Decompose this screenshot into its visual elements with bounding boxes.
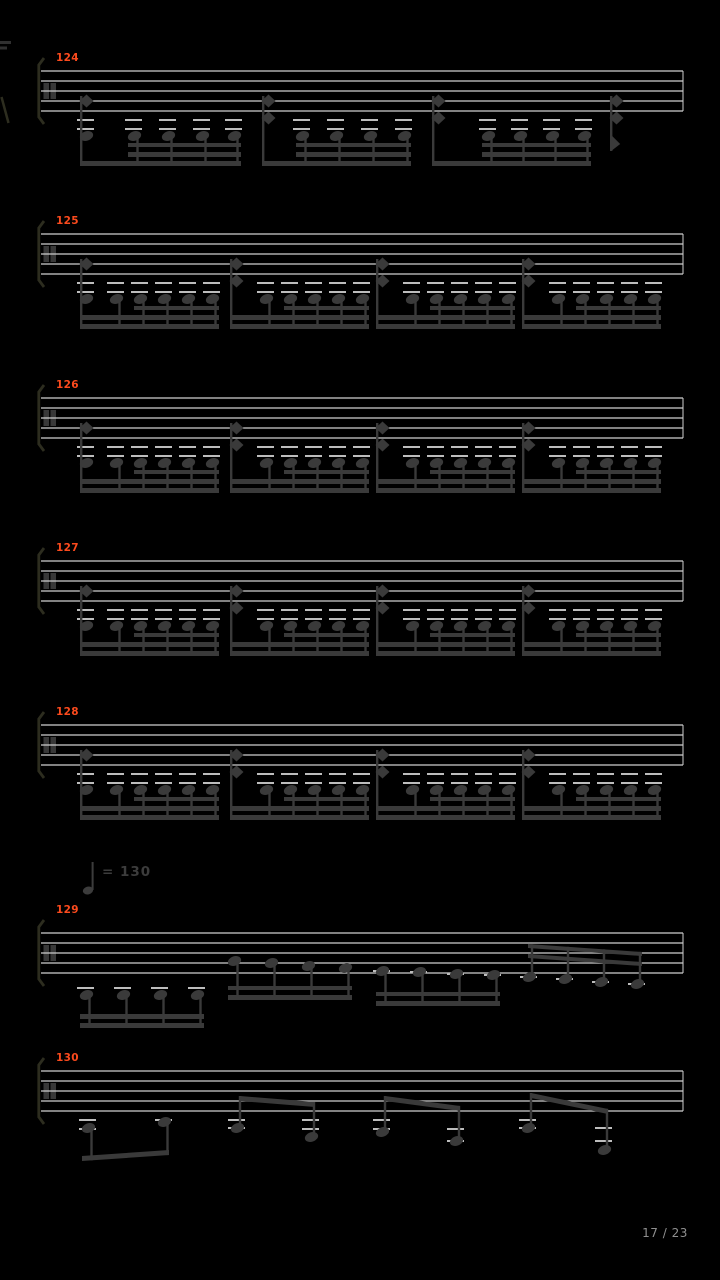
beam — [134, 470, 219, 474]
beam — [228, 995, 352, 1000]
beam — [376, 488, 515, 493]
page-indicator: 17 / 23 — [642, 1226, 688, 1240]
beam — [284, 470, 369, 474]
beam — [230, 324, 369, 329]
beam — [230, 479, 369, 484]
beam — [376, 1001, 500, 1006]
system-127 — [39, 548, 683, 656]
beam — [128, 152, 241, 157]
beam — [522, 315, 661, 320]
measure-number-130: 130 — [56, 1052, 79, 1064]
measure-number-127: 127 — [56, 542, 79, 554]
tempo-value: = 130 — [102, 864, 152, 880]
beam — [432, 161, 591, 166]
system-126 — [39, 385, 683, 493]
beam — [80, 324, 219, 329]
edge-artifact — [2, 97, 9, 123]
beam — [284, 797, 369, 801]
quarter-note-icon — [80, 856, 98, 898]
edge-artifact — [0, 41, 11, 44]
beam — [296, 152, 411, 157]
beam — [376, 315, 515, 320]
measure-number-128: 128 — [56, 706, 79, 718]
beam — [80, 1023, 204, 1028]
beam — [528, 954, 642, 966]
beam — [430, 470, 515, 474]
beam — [376, 815, 515, 820]
beam — [430, 306, 515, 310]
system-129 — [39, 920, 683, 1028]
beam — [522, 806, 661, 811]
beam — [296, 143, 411, 147]
beam — [376, 479, 515, 484]
beam — [430, 633, 515, 637]
beam — [576, 470, 661, 474]
beam — [376, 642, 515, 647]
beam — [528, 944, 642, 956]
beam — [522, 651, 661, 656]
beam — [128, 143, 241, 147]
beam — [576, 797, 661, 801]
beam — [376, 806, 515, 811]
beam — [230, 315, 369, 320]
beam — [230, 815, 369, 820]
beam — [522, 815, 661, 820]
beam — [134, 633, 219, 637]
beam — [134, 797, 219, 801]
beam — [230, 488, 369, 493]
beam — [284, 306, 369, 310]
beam — [80, 1014, 204, 1019]
beam — [522, 324, 661, 329]
beam — [82, 1150, 169, 1161]
beam — [80, 479, 219, 484]
beam — [80, 315, 219, 320]
measure-number-129: 129 — [56, 904, 79, 916]
beam — [376, 992, 500, 996]
beam — [80, 488, 219, 493]
beam — [430, 797, 515, 801]
beam — [228, 986, 352, 990]
beam — [80, 642, 219, 647]
beam — [522, 642, 661, 647]
beam — [134, 306, 219, 310]
beam — [576, 633, 661, 637]
system-130 — [39, 1058, 683, 1161]
beam — [80, 806, 219, 811]
beam — [284, 633, 369, 637]
beam — [80, 161, 241, 166]
tempo-marking — [80, 856, 151, 898]
measure-number-124: 124 — [56, 52, 79, 64]
beam — [482, 143, 591, 147]
beam — [522, 488, 661, 493]
edge-artifact — [0, 47, 7, 50]
measure-number-125: 125 — [56, 215, 79, 227]
beam — [230, 642, 369, 647]
beam — [376, 324, 515, 329]
beam — [240, 1096, 315, 1107]
beam — [576, 306, 661, 310]
beam — [80, 651, 219, 656]
system-124 — [39, 58, 683, 166]
system-125 — [39, 221, 683, 329]
eighth-flag — [611, 135, 620, 151]
beam — [385, 1096, 460, 1111]
beam — [376, 651, 515, 656]
beam — [482, 152, 591, 157]
measure-number-126: 126 — [56, 379, 79, 391]
beam — [230, 806, 369, 811]
system-128 — [39, 712, 683, 820]
beam — [262, 161, 411, 166]
beam — [522, 479, 661, 484]
beam — [230, 651, 369, 656]
beam — [80, 815, 219, 820]
